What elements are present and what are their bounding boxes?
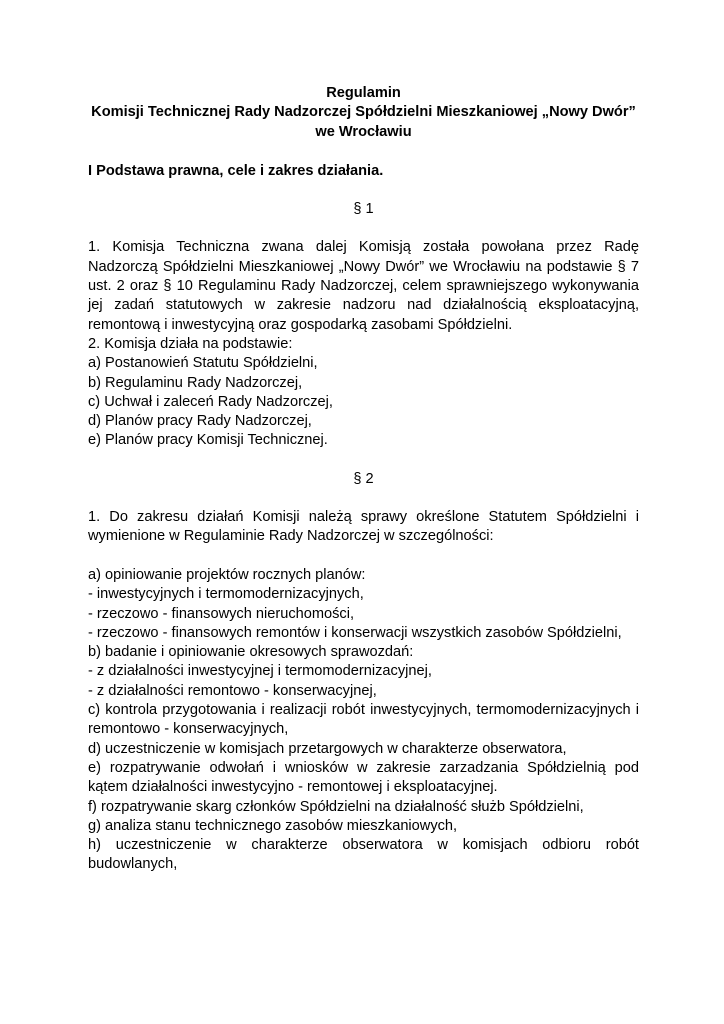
scope-item-a-2: - rzeczowo - finansowych nieruchomości, <box>88 605 355 622</box>
basis-item-b: b) Regulaminu Rady Nadzorczej, <box>88 374 303 391</box>
paragraph-2-text: 2. Komisja działa na podstawie: <box>88 335 293 352</box>
document-page <box>88 84 639 875</box>
scope-item-b-1: - z działalności inwestycyjnej i termomodernizacyjnej, <box>88 663 432 680</box>
scope-item-b-2: - z działalności remontowo - konserwacyjnej, <box>88 682 377 699</box>
scope-item-a: a) opiniowanie projektów rocznych planów: <box>88 566 366 583</box>
paragraph-sign-1: § 1 <box>353 201 374 218</box>
scope-item-c: c) kontrola przygotowania i realizacji robót inwestycyjnych, termomodernizacyjnych i remontowo - konserwacyjnych, <box>88 702 639 738</box>
basis-item-d: d) Planów pracy Rady Nadzorczej, <box>88 413 312 430</box>
scope-item-b: b) badanie i opiniowanie okresowych sprawozdań: <box>88 644 414 661</box>
blank-line <box>88 547 639 566</box>
paragraph-sign-2: § 2 <box>353 470 374 487</box>
scope-item-f: f) rozpatrywanie skarg członków Spółdzielni na działalność służb Spółdzielni, <box>88 798 584 815</box>
basis-item-a: a) Postanowień Statutu Spółdzielni, <box>88 355 318 372</box>
document-title-line-1: Regulamin <box>326 85 401 101</box>
scope-item-d: d) uczestniczenie w komisjach przetargowych w charakterze obserwatora, <box>88 740 567 757</box>
document-title-line-2: Komisji Technicznej Rady Nadzorczej Spółdzielni Mieszkaniowej „Nowy Dwór” <box>91 104 636 121</box>
basis-item-e: e) Planów pracy Komisji Technicznej. <box>88 432 328 449</box>
document-title-line-3: we Wrocławiu <box>315 123 412 140</box>
scope-item-a-3: - rzeczowo - finansowych remontów i konserwacji wszystkich zasobów Spółdzielni, <box>88 624 622 641</box>
section-heading: I Podstawa prawna, cele i zakres działania. <box>88 162 384 179</box>
scope-item-e: e) rozpatrywanie odwołań i wniosków w zakresie zarzadzania Spółdzielnią pod kątem działalności inwestycyjno - remontowej i eksploatacyjnej. <box>88 759 639 796</box>
scope-item-a-1: - inwestycyjnych i termomodernizacyjnych, <box>88 586 364 603</box>
scope-item-h: h) uczestniczenie w charakterze obserwatora w komisjach odbioru robót budowlanych, <box>88 837 639 873</box>
paragraph-1-text: 1. Komisja Techniczna zwana dalej Komisją została powołana przez Radę Nadzorczą Spółdzielni Mieszkaniowej „Nowy Dwór” we Wrocławiu na podstawie § 7 ust. 2 oraz § 10 Regulaminu Rady Nadzorczej, celem sprawniejszego wykonywania jej zadań statutowych w zakresie nadzoru nad działalnością eksploatacyjną, remontową i inwestycyjną oraz gospodarką zasobami Spółdzielni. <box>88 239 639 333</box>
paragraph-3-text: 1. Do zakresu działań Komisji należą sprawy określone Statutem Spółdzielni i wymienione w Regulaminie Rady Nadzorczej w szczególności: <box>88 509 639 545</box>
basis-item-c: c) Uchwał i zaleceń Rady Nadzorczej, <box>88 393 333 410</box>
scope-item-g: g) analiza stanu technicznego zasobów mieszkaniowych, <box>88 817 458 834</box>
